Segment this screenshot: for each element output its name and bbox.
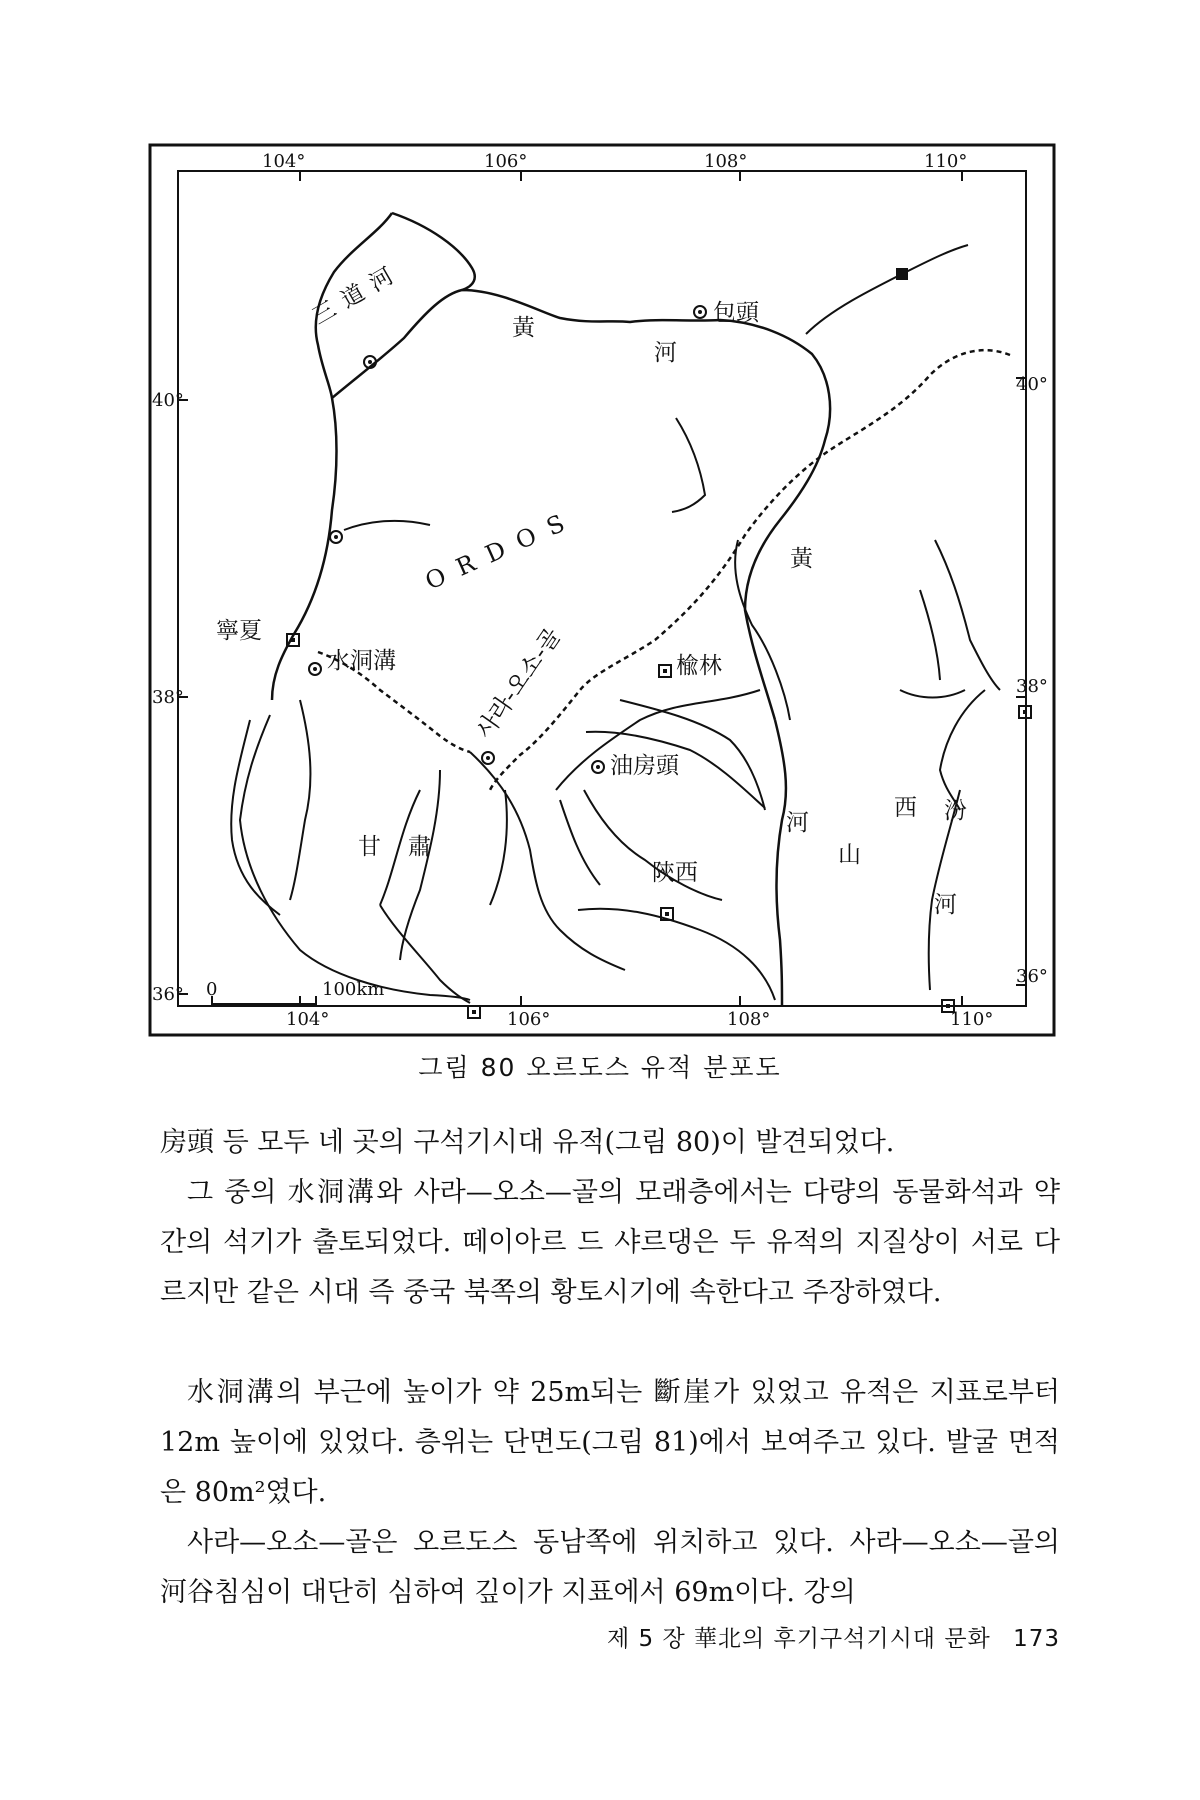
label-fen: 汾 <box>944 798 967 824</box>
page-footer <box>607 1620 1060 1653</box>
scale-bar-distance: 100km <box>322 979 385 1000</box>
lon-label-top-110: 110° <box>924 151 968 172</box>
lon-label-top-108: 108° <box>704 151 748 172</box>
label-ningxia: 寧夏 <box>216 618 262 644</box>
lon-label-bottom-106: 106° <box>507 1009 551 1030</box>
lon-label-top-104: 104° <box>262 151 306 172</box>
lat-label-right-40: 40° <box>1016 374 1048 395</box>
body-paragraph-2: 그 중의 水洞溝와 사라—오소—골의 모래층에서는 다량의 동물화석과 약간의 석기가 출토되었다. 떼이아르 드 샤르댕은 두 유적의 지질상이 서로 다르지만 같은 시대 즉 중국 북쪽의 황토시기에 속한다고 주장하였다. <box>160 1177 1060 1308</box>
lat-label-left-40: 40° <box>152 390 184 411</box>
map-inner-frame <box>178 171 1026 1006</box>
lat-label-left-38: 38° <box>152 687 184 708</box>
label-su: 肅 <box>408 834 431 860</box>
tributaries <box>231 245 1000 1003</box>
label-huang-1: 黃 <box>512 315 535 341</box>
lon-label-bottom-108: 108° <box>727 1009 771 1030</box>
running-head: 제 5 장 華北의 후기구석기시대 문화 <box>606 1626 991 1652</box>
label-shan: 山 <box>838 842 861 868</box>
label-ordos: ORDOS <box>421 503 582 596</box>
body-paragraph-4: 사라—오소—골은 오르도스 동남쪽에 위치하고 있다. 사라—오소—골의 河谷침심이 대단히 심하여 깊이가 지표에서 69m이다. 강의 <box>160 1527 1060 1608</box>
body-paragraph-1: 房頭 등 모두 네 곳의 구석기시대 유적(그림 80)이 발견되었다. <box>160 1127 895 1158</box>
map-ticks <box>178 171 1026 1006</box>
label-shaanxi: 陝西 <box>652 860 698 886</box>
label-yulin: 楡林 <box>676 653 722 679</box>
label-sandaohe: 三道河 <box>308 258 407 331</box>
page-number: 173 <box>1013 1626 1060 1652</box>
figure-caption: 그림 80 오르도스 유적 분포도 <box>418 1053 782 1082</box>
label-he-2: 河 <box>786 810 809 836</box>
label-huang-2: 黃 <box>790 546 813 572</box>
label-xi: 西 <box>894 795 917 821</box>
label-baotou: 包頭 <box>713 300 759 326</box>
label-sala-osu-gol: 사라-오소-골 <box>471 623 567 744</box>
great-wall-main <box>490 350 1010 790</box>
yellow-river-south <box>775 720 786 1006</box>
label-he-3: 河 <box>934 892 957 918</box>
lon-label-bottom-104: 104° <box>286 1009 330 1030</box>
lon-label-bottom-110: 110° <box>950 1009 994 1030</box>
label-gan: 甘 <box>358 834 381 860</box>
lon-label-top-106: 106° <box>484 151 528 172</box>
city-markers <box>287 268 1031 1018</box>
map-outer-frame <box>150 145 1054 1035</box>
lat-label-left-36: 36° <box>152 984 184 1005</box>
scale-bar-zero: 0 <box>206 979 218 1000</box>
label-youfangtou: 油房頭 <box>610 753 679 779</box>
label-shuidonggou: 水洞溝 <box>327 648 396 674</box>
lat-label-right-38: 38° <box>1016 676 1048 697</box>
lat-label-right-36: 36° <box>1016 966 1048 987</box>
label-he-1: 河 <box>654 340 677 366</box>
body-paragraph-3: 水洞溝의 부근에 높이가 약 25m되는 斷崖가 있었고 유적은 지표로부터 12m 높이에 있었다. 층위는 단면도(그림 81)에서 보여주고 있다. 발굴 면적은 80m²였다. <box>160 1377 1060 1508</box>
